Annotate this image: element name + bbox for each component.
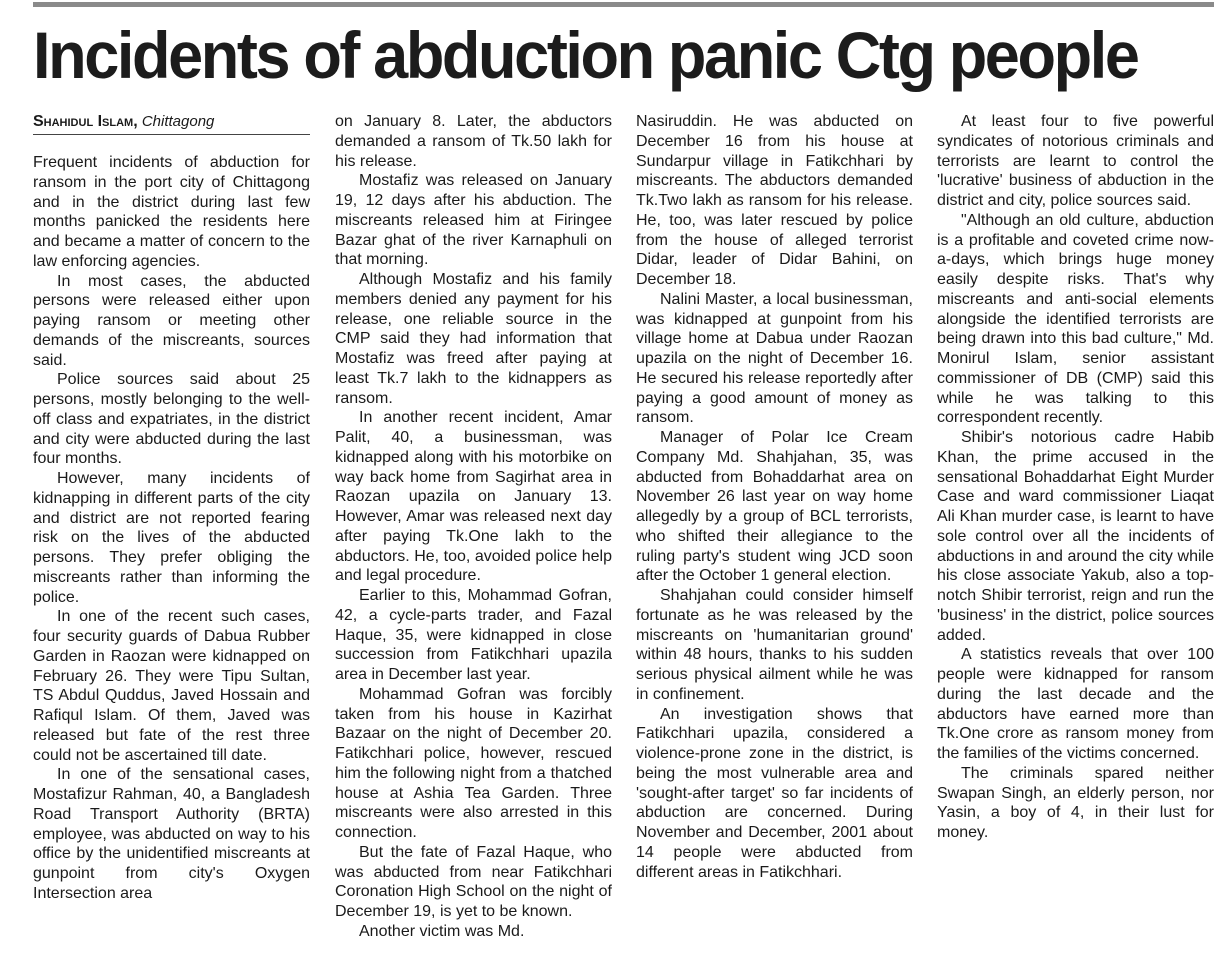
paragraph: on January 8. Later, the abductors demanded a ransom of Tk.50 lakh for his release.	[335, 113, 612, 170]
paragraph: Frequent incidents of abduction for ransom in the port city of Chittagong and in the district during last few months panicked the residents here and became a matter of concern to the law enforcing agencies.	[33, 154, 310, 270]
paragraph: Manager of Polar Ice Cream Company Md. Shahjahan, 35, was abducted from Bohaddarhat area on November 26 last year on way home allegedly by a group of BCL terrorists, who shifted their allegiance to the ruling party's student wing JCD soon after the October 1 general election.	[636, 429, 913, 585]
paragraph: An investigation shows that Fatikchhari upazila, considered a violence-prone zone in the district, is being the most vulnerable area and 'sought-after target' so far incidents of abduction are concerned. During November and December, 2001 about 14 people were abducted from different areas in Fatikchhari.	[636, 705, 913, 881]
paragraph: Shibir's notorious cadre Habib Khan, the prime accused in the sensational Bohaddarhat Eight Murder Case and ward commissioner Liaqat Ali Khan murder case, is learnt to have sole control over all the incidents of abductions in and around the city while his close associate Yakub, also a top-notch Shibir terrorist, reign and run the 'business' in the district, police sources added.	[937, 429, 1214, 644]
paragraph: Mostafiz was released on January 19, 12 days after his abduction. The miscreants released him at Firingee Bazar ghat of the river Karnaphuli on that morning.	[335, 172, 612, 269]
byline	[33, 112, 310, 135]
paragraph: In another recent incident, Amar Palit, 40, a businessman, was kidnapped along with his motorbike on way back home from Sagirhat area in Raozan upazila on January 13. However, Amar was released next day after paying Tk.One lakh to the abductors. He, too, avoided police help and legal procedure.	[335, 409, 612, 585]
paragraph: Nasiruddin. He was abducted on December 16 from his house at Sundarpur village in Fatikchhari by miscreants. The abductors demanded Tk.Two lakh as ransom for his release. He, too, was later rescued by police from the house of alleged terrorist Didar, leader of Didar Bahini, on December 18.	[636, 113, 913, 288]
paragraph: A statistics reveals that over 100 people were kidnapped for ransom during the last decade and the abductors have earned more than Tk.One crore as ransom money from the families of the victims concerned.	[937, 646, 1214, 762]
headline: Incidents of abduction panic Ctg people	[33, 18, 1138, 92]
paragraph: Although Mostafiz and his family members denied any payment for his release, one reliable source in the CMP said they had information that Mostafiz was freed after paying at least Tk.7 lakh to the kidnappers as ransom.	[335, 271, 612, 407]
paragraph: Shahjahan could consider himself fortunate as he was released by the miscreants on 'humanitarian ground' within 48 hours, thanks to his sudden serious physical ailment while he was in confinement.	[636, 587, 913, 703]
paragraph: Another victim was Md.	[359, 922, 525, 940]
byline-author: Shahidul Islam,	[33, 113, 138, 130]
paragraph: In most cases, the abducted persons were released either upon paying ransom or meeting other demands of the miscreants, sources said.	[33, 272, 310, 369]
paragraph: Earlier to this, Mohammad Gofran, 42, a cycle-parts trader, and Fazal Haque, 35, were kidnapped in close succession from Fatikchhari upazila area in December last year.	[335, 587, 612, 683]
paragraph: However, many incidents of kidnapping in different parts of the city and district are not reported fearing risk on the lives of the abducted persons. They prefer obliging the miscreants rather than informing the police.	[33, 470, 310, 606]
column-1	[33, 112, 310, 904]
column-4	[937, 112, 1214, 843]
paragraph: The criminals spared neither Swapan Singh, an elderly person, nor Yasin, a boy of 4, in their lust for money.	[937, 764, 1214, 841]
paragraph: In one of the recent such cases, four security guards of Dabua Rubber Garden in Raozan were kidnapped on February 26. They were Tipu Sultan, TS Abdul Quddus, Javed Hossain and Rafiqul Islam. Of them, Javed was released but fate of the rest three could not be ascertained till date.	[33, 608, 310, 764]
byline-location: Chittagong	[141, 113, 215, 130]
top-rule	[33, 2, 1214, 7]
paragraph: Mohammad Gofran was forcibly taken from his house in Kazirhat Bazaar on the night of December 20. Fatikchhari police, however, rescued him the following night from a thatched house at Ashia Tea Garden. Three miscreants were also arrested in this connection.	[335, 685, 612, 841]
paragraph: Nalini Master, a local businessman, was kidnapped at gunpoint from his village home at Dabua under Raozan upazila on the night of December 16. He secured his release reportedly after paying a good amount of money as ransom.	[636, 290, 913, 427]
paragraph: "Although an old culture, abduction is a profitable and coveted crime now-a-days, which brings huge money easily despite risks. That's why miscreants and anti-social elements alongside the identified terrorists are being drawn into this bad culture," Md. Monirul Islam, senior assistant commissioner of DB (CMP) said this while he was talking to this correspondent recently.	[937, 211, 1214, 427]
paragraph: Police sources said about 25 persons, mostly belonging to the well-off class and expatriates, in the district and city were abducted during the last four months.	[33, 371, 310, 468]
paragraph: In one of the sensational cases, Mostafizur Rahman, 40, a Bangladesh Road Transport Authority (BRTA) employee, was abducted on way to his office by the unidentified miscreants at gunpoint from city's Oxygen Intersection area	[33, 766, 310, 902]
column-2	[335, 112, 612, 942]
paragraph: But the fate of Fazal Haque, who was abducted from near Fatikchhari Coronation High School on the night of December 19, is yet to be known.	[335, 843, 612, 920]
column-3	[636, 112, 913, 882]
paragraph: At least four to five powerful syndicates of notorious criminals and terrorists are learnt to control the 'lucrative' business of abduction in the district and city, police sources said.	[937, 113, 1214, 209]
